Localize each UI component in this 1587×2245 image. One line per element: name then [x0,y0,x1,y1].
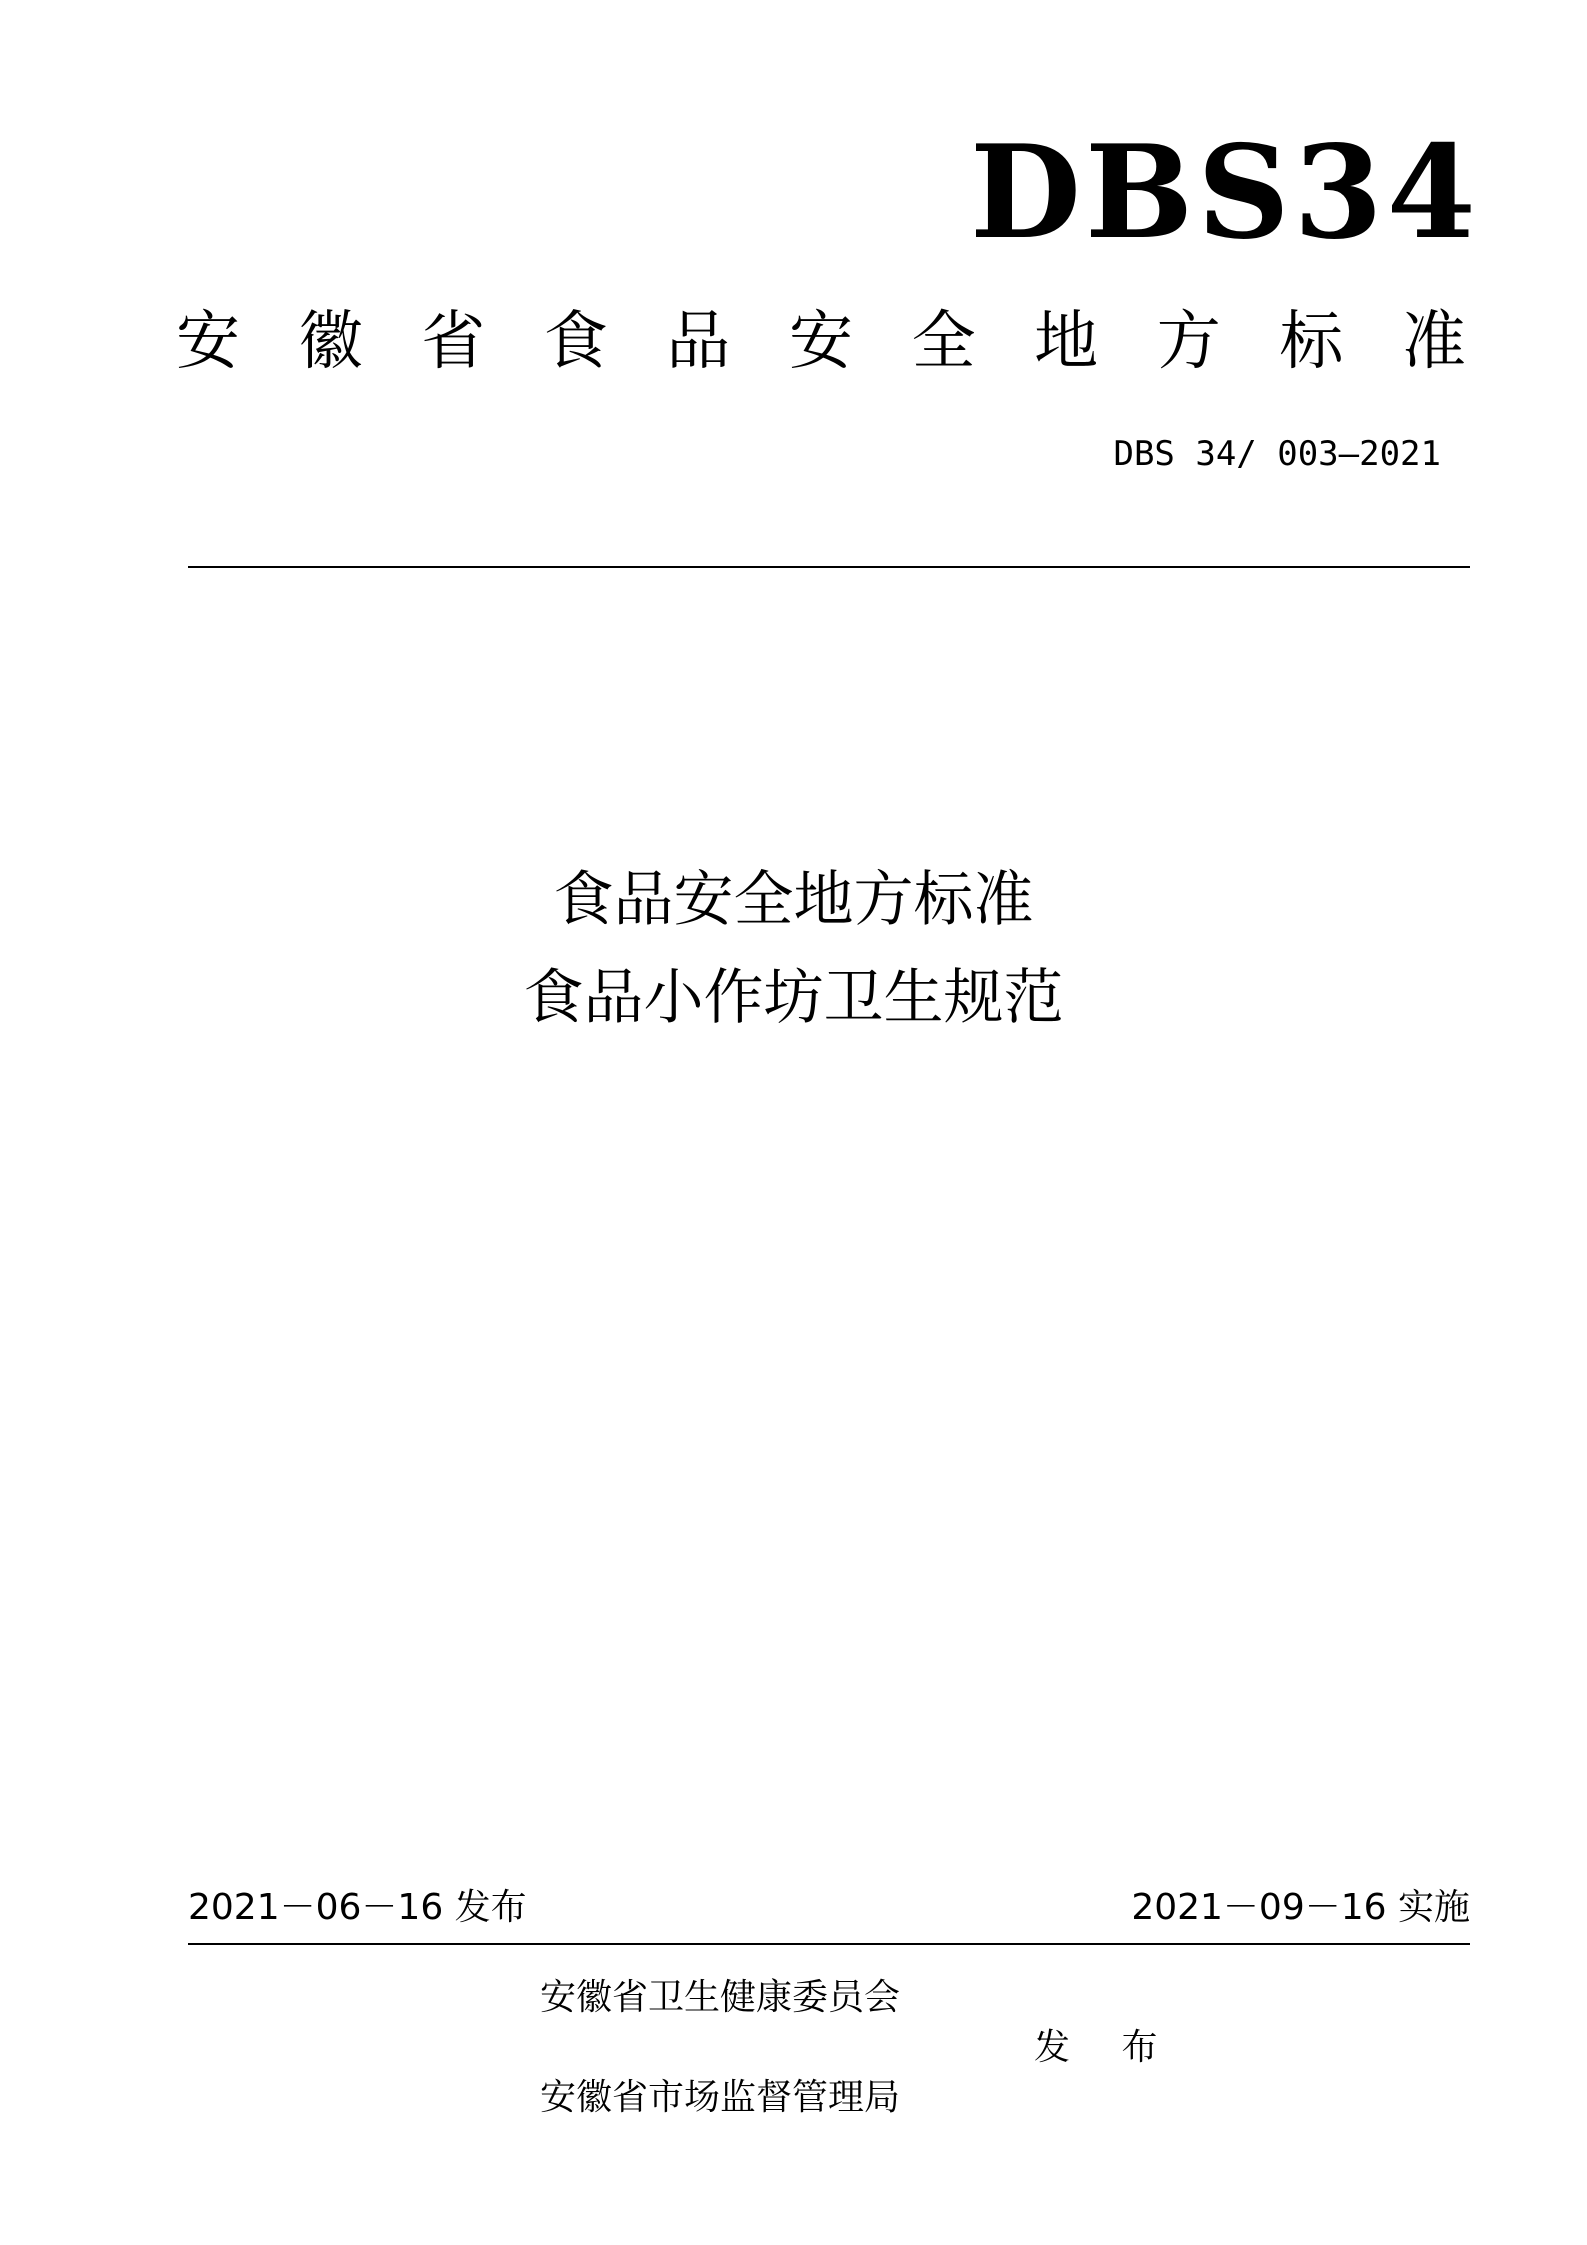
document-title-line-2: 食品小作坊卫生规范 [523,963,1064,1033]
category-char: 安 [788,305,853,379]
issuer-market-regulation: 安徽省市场监督管理局 [540,2077,901,2118]
issuer-health-commission: 安徽省卫生健康委员会 [540,1977,901,2018]
category-char: 准 [1401,305,1466,379]
category-char: 徽 [298,305,363,379]
category-char: 省 [421,305,486,379]
category-char: 食 [543,305,608,379]
standard-logo: DBS34 [970,118,1480,268]
header-divider [188,566,1470,568]
category-char: 安 [176,305,240,379]
category-char: 品 [666,305,731,379]
category-char: 方 [1156,305,1221,379]
issue-date: 2021－06－16 发布 [188,1887,527,1928]
standard-number: DBS 34/ 003—2021 [1113,434,1441,474]
category-char: 标 [1279,305,1344,379]
document-title-line-1: 食品安全地方标准 [553,865,1034,935]
publish-label: 发 布 [1034,2027,1178,2068]
category-char: 全 [911,305,976,379]
standard-category-heading [176,302,1466,382]
implementation-date: 2021－09－16 实施 [1131,1887,1470,1928]
category-char: 地 [1034,305,1099,379]
footer-divider [188,1943,1470,1945]
